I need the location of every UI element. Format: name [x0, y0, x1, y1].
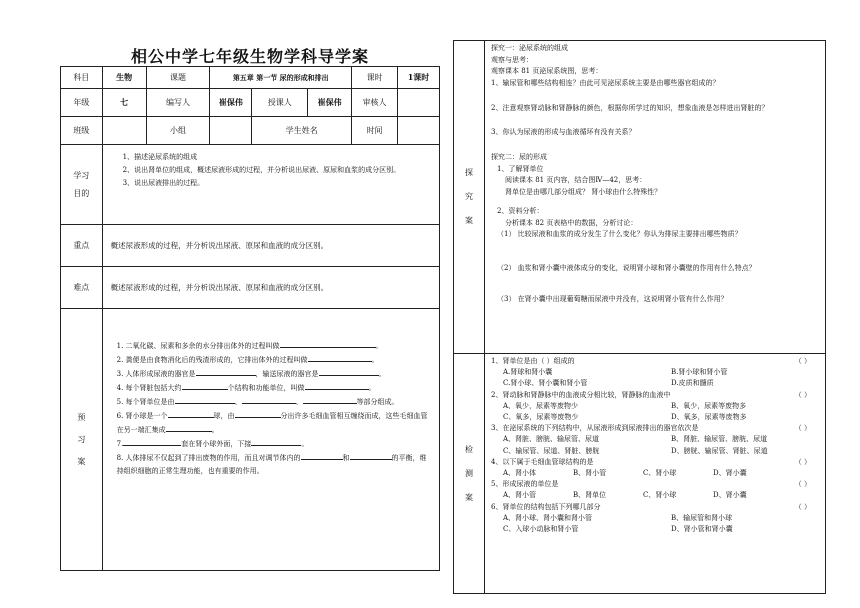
explore-content: [485, 41, 826, 354]
preview-item: 5. 每个肾单位是由 、 、 等部分组成。: [117, 395, 433, 409]
fill-blank[interactable]: [182, 381, 228, 390]
explore1-intro: 观察课本 81 页泌尿系统图，思考：: [491, 67, 603, 75]
test-question-text: 2、肾动脉和肾静脉中的血液成分相比较，肾静脉的血液中: [491, 390, 671, 399]
test-question: [491, 479, 821, 490]
test-option-row: [491, 468, 821, 479]
lesson-info-table: [60, 66, 440, 571]
fill-blank[interactable]: [305, 381, 369, 390]
explore2-q1: （1） 比较尿液和血浆的成分发生了什么变化？你认为排尿主要排出哪些物质？: [497, 230, 742, 238]
test-option-row: [491, 401, 821, 412]
fill-blank[interactable]: [168, 409, 214, 418]
test-option[interactable]: A、氧少，尿素等废物少: [503, 401, 579, 410]
test-question: [491, 457, 821, 468]
test-option[interactable]: D、肾小囊: [713, 491, 747, 500]
preview-content: [102, 309, 439, 571]
test-option[interactable]: D.皮质和髓质: [671, 379, 714, 388]
topic-label: 课题: [146, 67, 210, 89]
author-label: 编写人: [146, 89, 210, 117]
test-option[interactable]: B、肾小管: [573, 469, 607, 478]
test-option[interactable]: D、肾小囊: [713, 469, 747, 478]
test-option[interactable]: A、肾小体: [503, 469, 537, 478]
group-label: 小组: [146, 117, 210, 145]
test-option-row: [491, 434, 821, 445]
test-question: [491, 390, 821, 401]
fill-blank[interactable]: [175, 395, 235, 404]
hours-label: 课时: [352, 67, 398, 89]
test-question-text: 6、肾单位的结构包括下列哪几部分: [491, 502, 601, 511]
goals-label: 学习目的: [61, 145, 103, 225]
explore2-q3: （3） 在肾小囊中出现葡萄糖而尿液中并没有，这说明肾小管有什么作用？: [497, 295, 728, 303]
test-question-list: [491, 356, 821, 535]
test-question: [491, 356, 821, 367]
preview-item: 8. 人体排尿不仅起到了排出废物的作用，而且对调节体内的 和 的平衡，维持组织细胞的正常生理功能，也有重要的作用。: [117, 451, 433, 478]
test-option-row: [491, 412, 821, 423]
teacher-label: 授课人: [252, 89, 308, 117]
test-option-row: [491, 378, 821, 389]
test-option-row: [491, 446, 821, 457]
explore1-question: 2、注意观察肾动脉和肾静脉的颜色，根据你所学过的知识，想象血液是怎样进出肾脏的？: [491, 104, 769, 112]
answer-paren[interactable]: （ ）: [794, 357, 811, 365]
group-value[interactable]: [210, 117, 252, 145]
test-option[interactable]: C、入球小动脉和肾小管: [503, 525, 579, 534]
preview-item: 6. 肾小球是一个 球，由 分出许多毛细血管相互缠绕而成，这些毛细血管在另一端汇集成 。: [117, 409, 433, 437]
topic-value: 第五章 第一节 尿的形成和排出: [210, 67, 352, 89]
test-option[interactable]: B.肾小球和肾小管: [671, 368, 728, 377]
subject-value: 生物: [102, 67, 146, 89]
test-option-row: [491, 490, 821, 501]
difficulties-label: 难点: [61, 267, 103, 309]
preview-item: 7. 套在肾小球外面，下接 。: [117, 437, 433, 451]
explore2-q2: （2） 血浆和肾小囊中液体成分的变化，说明肾小球和肾小囊壁的作用有什么特点？: [497, 263, 756, 272]
explore2-s1b: 肾单位是由哪几部分组成？ 肾小球由什么特殊性？: [505, 187, 662, 196]
teacher-value: 崔保伟: [308, 89, 352, 117]
test-option[interactable]: C、氧多，尿素等废物少: [503, 413, 579, 422]
fill-blank[interactable]: [123, 437, 181, 446]
test-option[interactable]: D、膀胱、输尿管、肾脏、尿道: [671, 446, 768, 455]
explore1-heading: 探究一：泌尿系统的组成: [491, 44, 568, 52]
test-option[interactable]: D、氧多，尿素等废物多: [671, 413, 747, 422]
key-points-label: 重点: [61, 225, 103, 267]
reviewer-value[interactable]: [398, 89, 440, 117]
preview-label: 预习案: [61, 309, 103, 571]
page-title: 相公中学七年级生物学科导学案: [130, 47, 369, 66]
test-question: [491, 502, 821, 513]
test-option[interactable]: D、肾小管和肾小囊: [671, 525, 733, 534]
test-option-row: [491, 513, 821, 524]
subject-label: 科目: [61, 67, 103, 89]
difficulties-text: 概述尿液形成的过程，并分析说出尿液、原尿和血液的成分区别。: [102, 267, 439, 309]
explore-label: 探究案: [454, 41, 485, 354]
answer-paren[interactable]: （ ）: [794, 502, 811, 511]
answer-paren[interactable]: （ ）: [794, 457, 811, 466]
time-label: 时间: [352, 117, 398, 145]
test-option[interactable]: A、肾脏、膀胱、输尿管、尿道: [503, 435, 600, 444]
test-question-text: 3、在泌尿系统的下列结构中，从尿液形成到尿液排出的器官依次是: [491, 424, 699, 433]
time-value[interactable]: [398, 117, 440, 145]
fill-blank[interactable]: [196, 367, 256, 376]
test-question-text: 1、肾单位是由（ ）组成的: [491, 357, 575, 365]
explore2-s2a: 分析课本 82 页表格中的数据，分析讨论：: [505, 218, 638, 227]
fill-blank[interactable]: [301, 451, 343, 460]
hours-value: 1课时: [398, 67, 440, 89]
test-option-row: [491, 524, 821, 535]
test-option[interactable]: B、肾单位: [573, 491, 607, 500]
answer-paren[interactable]: （ ）: [794, 424, 811, 433]
goals-content: [102, 145, 439, 225]
author-value: 崔保伟: [210, 89, 252, 117]
class-value[interactable]: [102, 117, 146, 145]
test-option[interactable]: A、肾小管: [503, 491, 537, 500]
class-label: 班级: [61, 117, 103, 145]
test-option[interactable]: C、肾小球: [643, 491, 677, 500]
goal-item: 3、说出尿液排出的过程。: [122, 179, 205, 187]
student-label: 学生姓名: [252, 117, 352, 145]
fill-blank[interactable]: [280, 339, 376, 348]
fill-blank[interactable]: [251, 437, 301, 446]
test-option[interactable]: C.肾小球、肾小囊和肾小管: [503, 379, 588, 388]
test-option[interactable]: B、氧少，尿素等废物多: [671, 401, 747, 410]
test-option[interactable]: C、输尿管、尿道、肾脏、膀胱: [503, 446, 600, 455]
explore1-sub: 观察与思考：: [491, 55, 533, 64]
goal-item: 1、描述泌尿系统的组成: [122, 153, 198, 161]
grade-label: 年级: [61, 89, 103, 117]
test-option-row: [491, 367, 821, 378]
preview-item: 4. 每个肾脏包括大约 个结构和功能单位，叫做 。: [117, 381, 433, 395]
answer-paren[interactable]: （ ）: [794, 390, 811, 399]
fill-blank[interactable]: [319, 367, 379, 376]
answer-paren[interactable]: （ ）: [794, 480, 811, 489]
preview-item: 2. 粪便是由食物消化后的残渣形成的，它排出体外的过程叫做 。: [117, 353, 433, 367]
test-label: 检测案: [454, 354, 485, 594]
fill-blank[interactable]: [235, 409, 281, 418]
test-question-text: 4、以下属于毛细血管球结构的是: [491, 457, 594, 466]
reviewer-label: 审核人: [352, 89, 398, 117]
explore-test-table: [453, 40, 826, 594]
test-content: [485, 354, 826, 594]
explore1-question: 3、你认为尿液的形成与血液循环有没有关系？: [491, 127, 636, 136]
test-option[interactable]: C、肾小球: [643, 469, 677, 478]
fill-blank[interactable]: [166, 423, 212, 432]
test-question-text: 5、形成尿液的单位是: [491, 480, 559, 489]
explore2-s1: 1、了解肾单位: [497, 164, 544, 173]
explore2-s2: 2、资料分析：: [497, 207, 544, 215]
test-option[interactable]: A.肾球和肾小囊: [503, 368, 553, 377]
key-points-text: 概述尿液形成的过程，并分析说出尿液、原尿和血液的成分区别。: [102, 225, 439, 267]
test-option[interactable]: B、输尿管和肾小球: [671, 513, 733, 522]
preview-item: 3. 人体形成尿液的器官是 ，输送尿液的器官是 。: [117, 367, 433, 381]
fill-blank[interactable]: [350, 451, 392, 460]
fill-blank[interactable]: [242, 395, 296, 404]
explore1-question: 1、输尿管和哪些结构相连？由此可见泌尿系统主要是由哪些器官组成的？: [491, 78, 720, 87]
preview-item: 1. 二氧化碳、尿素和多余的水分排出体外的过程叫做 。: [117, 339, 433, 353]
test-question: [491, 423, 821, 434]
fill-blank[interactable]: [303, 395, 357, 404]
explore2-heading: 探究二：尿的形成: [491, 153, 547, 161]
test-option[interactable]: A、肾小球、肾小囊和肾小管: [503, 513, 593, 522]
fill-blank[interactable]: [308, 353, 372, 362]
explore2-s1a: 阅读课本 81 页内容，结合图Ⅳ—42，思考：: [505, 176, 647, 184]
goal-item: 2、说出肾单位的组成，概述尿液形成的过程，并分析说出尿液、原尿和血浆的成分区别。: [122, 166, 401, 174]
grade-value: 七: [102, 89, 146, 117]
test-option[interactable]: B、肾脏、输尿管、膀胱、尿道: [671, 435, 768, 444]
